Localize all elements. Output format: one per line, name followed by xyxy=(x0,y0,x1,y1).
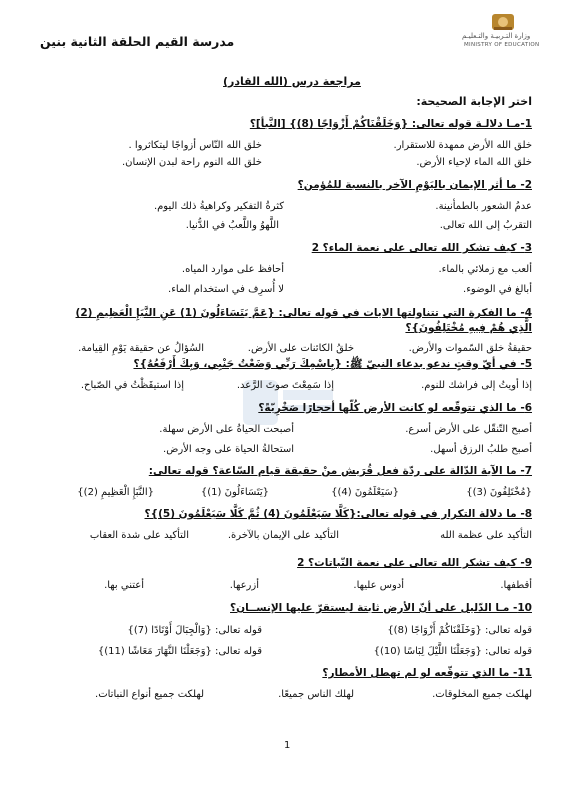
option-1b[interactable]: خلق الله النّاس أزواجًا ليتكاثروا . xyxy=(128,140,262,151)
question-4: 4- ما الفكرة التي تتناولتها الايات في قوله تعالى: {عَمَّ يَتَسَاءَلُونَ (1) عَنِ النَّبَإِ الْعَظِيمِ (2) الَّذِي هُمْ فِيهِ مُخْتَلِفُونَ}؟ xyxy=(75,307,532,334)
question-3: 3- كيف تشكر الله تعالى على نعمة الماء؟ 2 xyxy=(311,242,532,254)
instruction: اختر الإجابة الصحيحة: xyxy=(416,95,532,108)
option-9d[interactable]: أعتني بها. xyxy=(104,580,144,591)
question-9: 9- كيف تشكر الله تعالى على نعمة النّباتات؟ 2 xyxy=(297,557,532,569)
option-8c[interactable]: التأكيد على شدة العقاب xyxy=(89,530,189,541)
option-11a[interactable]: لهلكت جميع المخلوقات. xyxy=(432,689,532,700)
option-2a[interactable]: عدمُ الشعور بالطمأنينة. xyxy=(435,201,532,212)
option-7c[interactable]: {يَتَسَاءَلُونَ (1)} xyxy=(200,487,269,498)
question-2: 2- ما أثر الإيمان باليَوْمِ الآخر بالنسبة للمُؤمن؟ xyxy=(297,179,532,191)
option-3d[interactable]: لا أُسرِف في استخدام الماء. xyxy=(168,284,284,295)
question-7: 7- ما الآية الدّالة على ردّة فعل قُرَيش منْ حقيقة قيام السّاعة؟ قوله تعالى: xyxy=(148,465,532,477)
option-10b[interactable]: قوله تعالى: {وَالْجِبَالَ أَوْتَادًا (7)} xyxy=(127,625,262,636)
option-7a[interactable]: {مُخْتَلِفُونَ (3)} xyxy=(466,487,532,498)
option-8b[interactable]: التأكيد على الإيمان بالآخرة. xyxy=(227,530,339,541)
option-5a[interactable]: إذا أويتُ إلى فراشك للنوم. xyxy=(421,380,532,391)
option-9c[interactable]: أزرعها. xyxy=(229,580,259,591)
school-name: مدرسة القيم الحلقة الثانية بنين xyxy=(40,34,235,49)
ministry-name-en: MINISTRY OF EDUCATION xyxy=(464,42,540,48)
option-3a[interactable]: ألعب مع زملائي بالماء. xyxy=(438,264,532,275)
ministry-name-ar: وزارة التـربيـة والتـعليـم xyxy=(462,32,531,40)
option-11b[interactable]: لهلك الناس جميعًا. xyxy=(278,689,354,700)
question-8: 8- ما دلالة التكرار في قوله تعالى:{كَلَّا سَيَعْلَمُونَ (4) ثُمَّ كَلَّا سَيَعْلَمُونَ (5)}؟ xyxy=(144,508,532,520)
question-5: 5- في أيّ وقتٍ ندعو بدعاء النبيّ ﷺ: {بِاسْمِكَ رَبِّي وَضَعْتُ جَنْبِي، وَبِكَ أَرْفَعُهُ}؟ xyxy=(133,358,532,370)
option-3b[interactable]: أحافظ على موارد المياه. xyxy=(181,264,284,275)
question-6: 6- ما الذي تتوقّعه لو كانت الأرض كُلّها أحجارًا صَخْرِيّةً؟ xyxy=(258,402,532,414)
option-5c[interactable]: إذا استيقَظْتُ في الصّباح. xyxy=(80,380,184,391)
option-10d[interactable]: قوله تعالى: {وَجَعَلْنَا النَّهَارَ مَعَاشًا (11)} xyxy=(97,646,262,657)
option-4b[interactable]: خلقُ الكائنات على الأرض. xyxy=(247,343,354,354)
option-10a[interactable]: قوله تعالى: {وَخَلَقْنَاكُمْ أَزْوَاجًا (8)} xyxy=(387,625,532,636)
option-8a[interactable]: التأكيد على عظمة الله xyxy=(440,530,532,541)
option-6b[interactable]: أصبحت الحياةُ على الأرض سهلة. xyxy=(159,424,294,435)
option-4a[interactable]: حقيقةُ خلق السّموات والأرض. xyxy=(408,343,532,354)
question-10: 10- مـا الدّليل على أنّ الأرض ثابتة ليستقرّ عليها الإنســان؟ xyxy=(230,602,532,614)
option-6d[interactable]: استحالةُ الحياة على وجه الأرض. xyxy=(163,444,294,455)
option-6c[interactable]: أصبح طلبُ الرزق أسهل. xyxy=(430,444,532,455)
option-5b[interactable]: إذا سَمِعْتَ صوتَ الرَّعد. xyxy=(236,380,334,391)
option-9b[interactable]: أدوس عليها. xyxy=(353,580,404,591)
option-2c[interactable]: التقربُ إلى الله تعالى. xyxy=(439,220,532,231)
option-2d[interactable]: اللَّهوُ واللَّعبُ في الدُّنيا. xyxy=(185,220,279,231)
option-1c[interactable]: خلق الله الماء لإحياء الأرض. xyxy=(416,157,532,168)
page-title: مراجعة درس (الله القادر) xyxy=(223,75,361,88)
option-7b[interactable]: {سَيَعْلَمُونَ (4)} xyxy=(331,487,399,498)
option-2b[interactable]: كثرةُ التفكير وكراهيةُ ذلك اليوم. xyxy=(153,201,284,212)
option-4c[interactable]: السُؤالُ عن حقيقة يَوْمِ القِيامة. xyxy=(78,343,204,354)
option-10c[interactable]: قوله تعالى: {وَجَعَلْنَا اللَّيْلَ لِبَاسًا (10)} xyxy=(373,646,532,657)
page-number: 1 xyxy=(284,740,291,751)
option-11c[interactable]: لهلكت جميع أنواع النباتات. xyxy=(95,689,204,700)
question-1: 1-مـا دلالـة قوله تعالى: {وَخَلَقْنَاكُمْ أَزْوَاجًا (8)} [النَّبأ]؟ xyxy=(249,118,532,130)
question-11: 11- ما الذي تتوقّعه لو لم تهطل الأمطار؟ xyxy=(322,667,532,679)
option-9a[interactable]: أقطفها. xyxy=(500,580,532,591)
ministry-logo xyxy=(458,12,548,62)
option-3c[interactable]: أبالغ في الوضوء. xyxy=(463,284,532,295)
option-6a[interactable]: أصبح التّنقّل على الأرض أسرع. xyxy=(405,424,532,435)
option-1d[interactable]: خلق الله النوم راحة لبدن الإنسان. xyxy=(122,157,262,168)
option-1a[interactable]: خلق الله الأرض ممهدة للاستقرار. xyxy=(393,140,532,151)
option-7d[interactable]: {النَّبَإِ الْعَظِيمِ (2)} xyxy=(77,487,154,498)
